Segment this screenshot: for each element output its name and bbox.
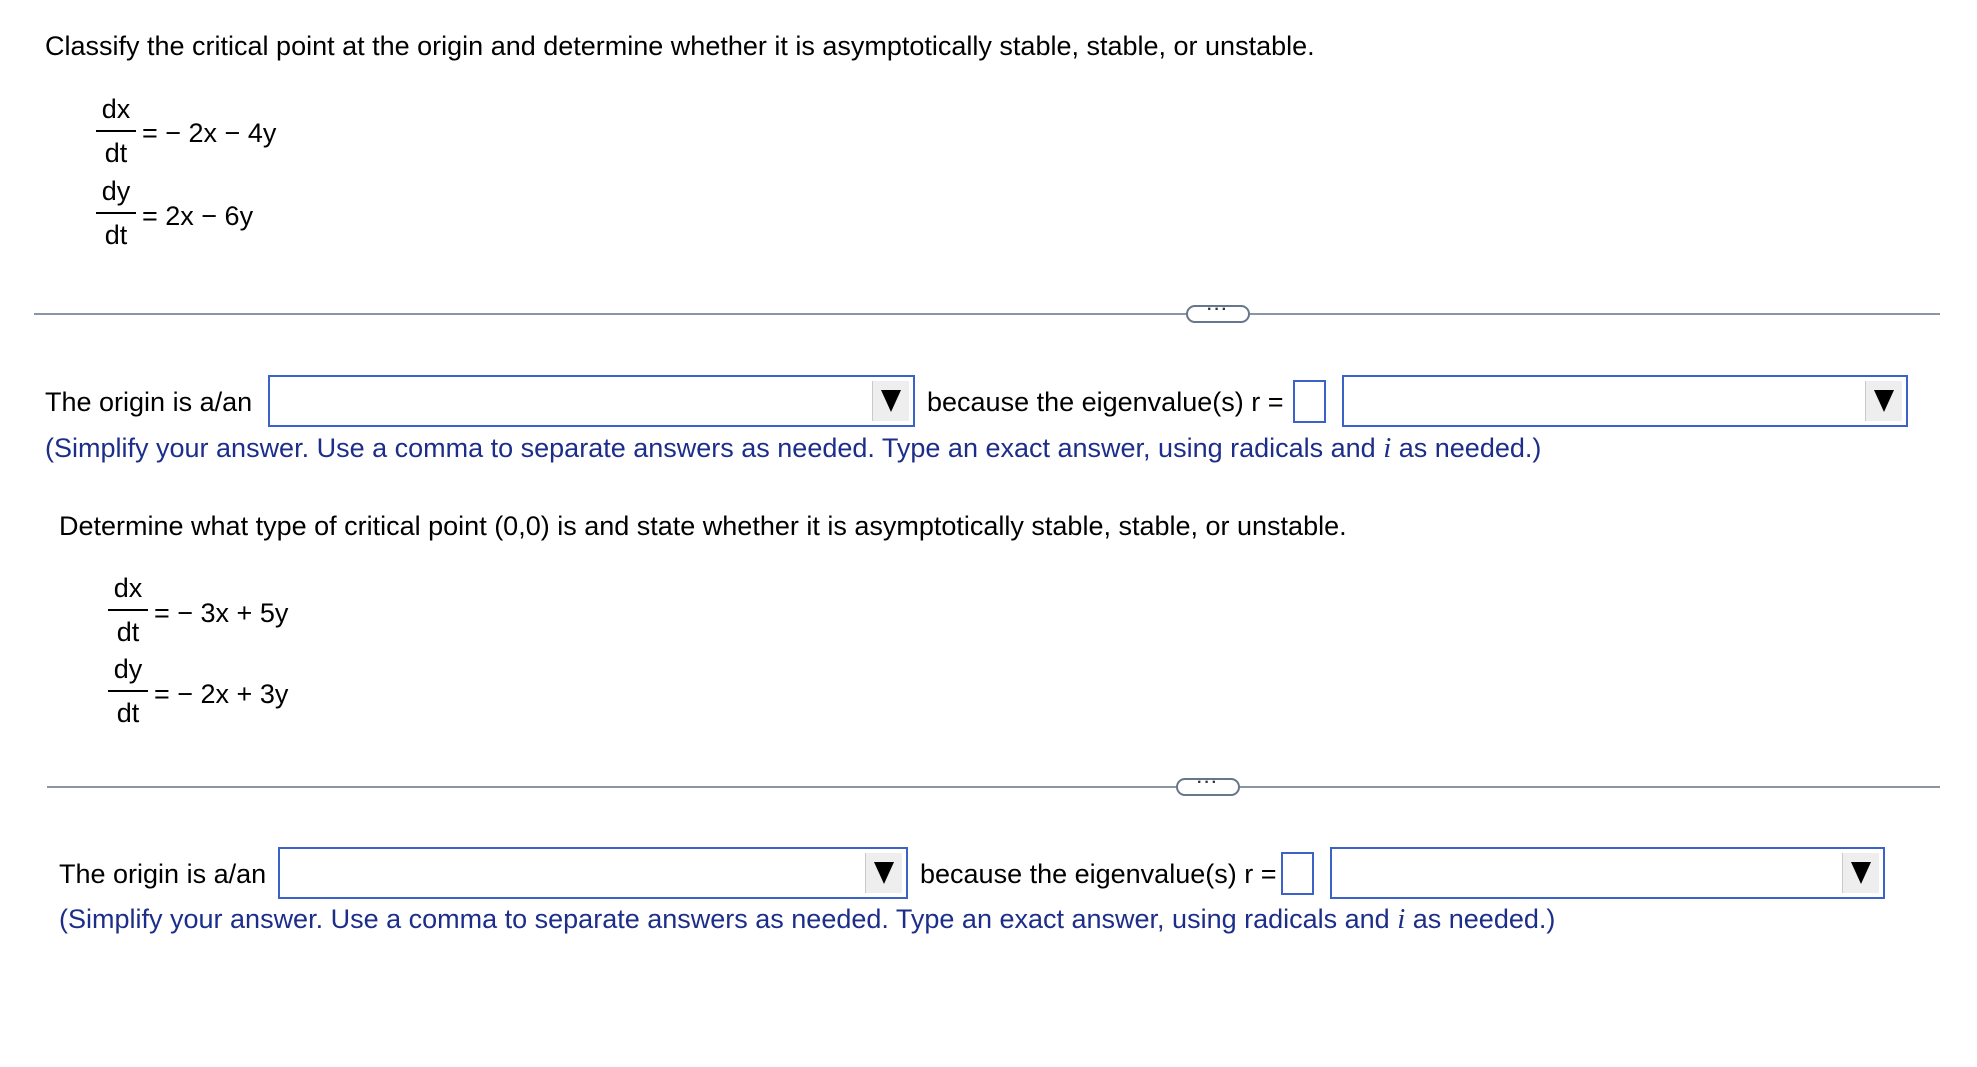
problem1-eq2-fraction xyxy=(96,178,136,249)
problem2-instructions: (Simplify your answer. Use a comma to separate answers as needed. Type an exact answer, using radicals and i as needed.) xyxy=(59,903,1556,935)
problem2-eq2-fraction xyxy=(108,656,148,727)
problem1-instructions: (Simplify your answer. Use a comma to separate answers as needed. Type an exact answer, using radicals and i as needed.) xyxy=(45,432,1542,464)
problem2-type-select[interactable] xyxy=(278,847,908,899)
ellipsis-icon: ··· xyxy=(1207,301,1229,318)
problem2-divider xyxy=(47,786,1940,788)
problem1-stability-select[interactable] xyxy=(1342,375,1908,427)
problem1-answer-prefix: The origin is a/an xyxy=(45,387,253,417)
problem1-eq2-rhs: = 2x − 6y xyxy=(142,201,254,231)
fraction-bar xyxy=(96,212,136,214)
problem2-eigen-label: because the eigenvalue(s) r = xyxy=(920,859,1277,889)
problem1-eq1-numerator: dx xyxy=(101,94,131,124)
problem1-eigenvalue-input[interactable] xyxy=(1293,380,1326,423)
problem2-answer-prefix: The origin is a/an xyxy=(59,859,267,889)
problem2-eq2-denominator: dt xyxy=(116,698,140,728)
problem1-eq2-numerator: dy xyxy=(101,176,131,206)
ellipsis-icon: ··· xyxy=(1197,774,1219,791)
problem2-eq2-rhs: = − 2x + 3y xyxy=(154,679,289,709)
fraction-bar xyxy=(108,609,148,611)
fraction-bar xyxy=(108,690,148,692)
problem2-eq1-fraction xyxy=(108,575,148,646)
dropdown-arrow-icon[interactable] xyxy=(872,381,909,421)
problem2-eq1-rhs: = − 3x + 5y xyxy=(154,598,289,628)
problem2-eq1-denominator: dt xyxy=(116,617,140,647)
problem1-eigen-label: because the eigenvalue(s) r = xyxy=(927,387,1284,417)
problem1-eq1-denominator: dt xyxy=(104,138,128,168)
problem2-eq2-numerator: dy xyxy=(113,654,143,684)
problem2-more-button[interactable] xyxy=(1176,774,1240,796)
problem1-more-button[interactable] xyxy=(1186,301,1250,323)
problem1-prompt: Classify the critical point at the origin and determine whether it is asymptotically stable, stable, or unstable. xyxy=(45,31,1315,61)
problem1-eq2-denominator: dt xyxy=(104,220,128,250)
dropdown-arrow-icon[interactable] xyxy=(1842,853,1879,893)
problem1-eq1-fraction xyxy=(96,96,136,167)
fraction-bar xyxy=(96,130,136,132)
problem2-eq1-numerator: dx xyxy=(113,573,143,603)
problem2-prompt: Determine what type of critical point (0,0) is and state whether it is asymptotically stable, stable, or unstable. xyxy=(59,511,1347,541)
problem1-eq1-rhs: = − 2x − 4y xyxy=(142,118,277,148)
dropdown-arrow-icon[interactable] xyxy=(865,853,902,893)
problem1-divider xyxy=(34,313,1940,315)
problem2-eigenvalue-input[interactable] xyxy=(1281,852,1314,895)
dropdown-arrow-icon[interactable] xyxy=(1865,381,1902,421)
problem2-stability-select[interactable] xyxy=(1330,847,1885,899)
problem1-type-select[interactable] xyxy=(268,375,915,427)
